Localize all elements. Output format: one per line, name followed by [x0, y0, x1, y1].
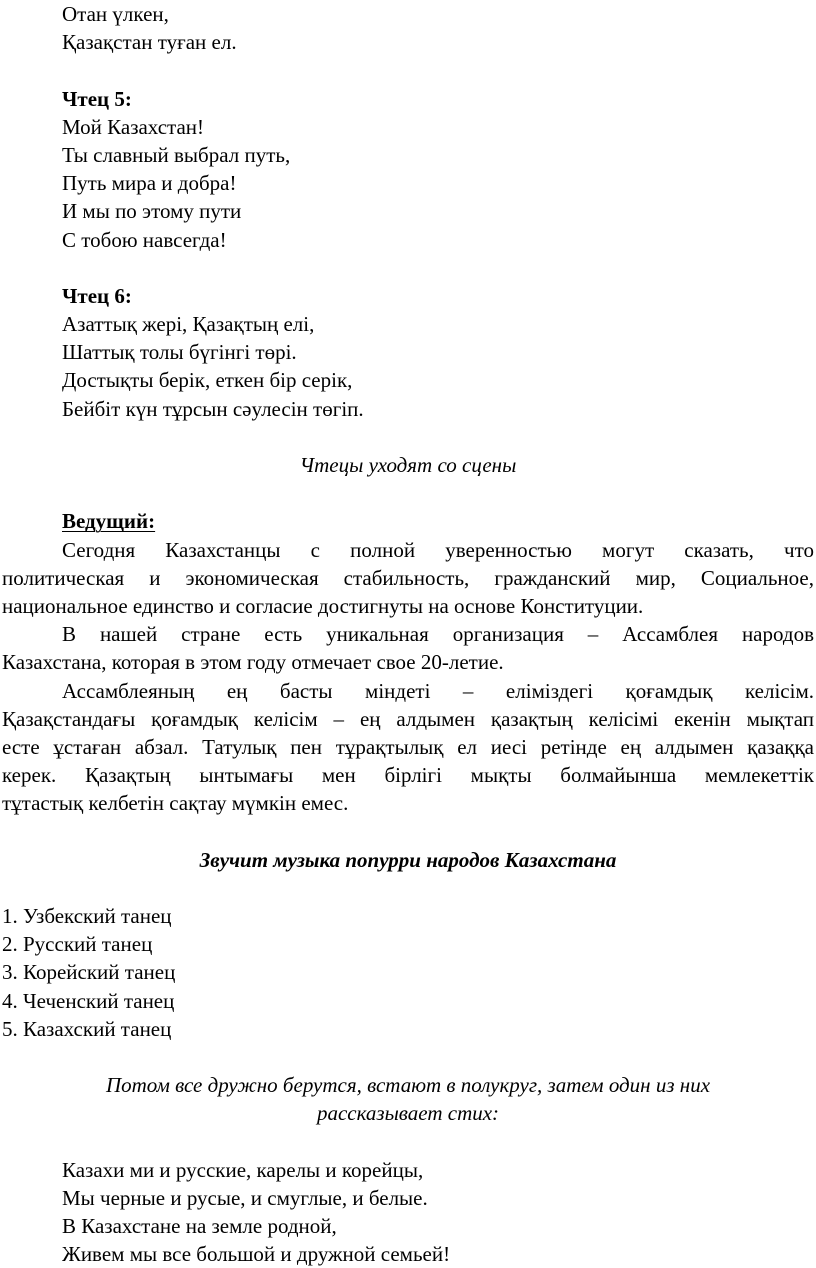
dance-list-item: 4. Чеченский танец — [2, 988, 175, 1013]
paragraph-line: керек. Қазақтың ынтымағы мен бірлігі мықты болмайынша мемлекеттік — [2, 763, 814, 788]
dance-list-item: 2. Русский танец — [2, 932, 153, 957]
poem-line: Живем мы все большой и дружной семьей! — [62, 1242, 451, 1267]
spacer — [2, 1128, 814, 1156]
poem-line: С тобою навсегда! — [62, 227, 227, 252]
spacer — [2, 423, 814, 451]
poem-line: И мы по этому пути — [62, 199, 242, 224]
paragraph-line: Казахстана, которая в этом году отмечает свое 20-летие. — [2, 650, 504, 675]
spacer — [2, 479, 814, 507]
spacer — [2, 254, 814, 282]
host-paragraph-1 — [2, 536, 814, 621]
poem-line: Бейбіт күн тұрсын сәулесін төгіп. — [62, 396, 364, 421]
dance-list-item: 3. Корейский танец — [2, 960, 176, 985]
poem-line: Казахи ми и русские, карелы и корейцы, — [62, 1157, 424, 1182]
paragraph-line: Қазақстандағы қоғамдық келісім – ең алдымен қазақтың келісімі екенін мықтап — [2, 706, 814, 731]
poem-line: Мой Казахстан! — [62, 114, 205, 139]
poem-line: Шаттық толы бүгінгі төрі. — [62, 340, 297, 365]
reader5-label: Чтец 5: — [62, 86, 132, 111]
poem-line: Отан үлкен, — [62, 2, 169, 26]
paragraph-line: политическая и экономическая стабильность, гражданский мир, Социальное, — [2, 565, 814, 590]
stage-direction-music: Звучит музыка попурри народов Казахстана — [199, 847, 617, 872]
poem-line: Азаттық жері, Қазақтың елі, — [62, 312, 315, 337]
host-paragraph-2 — [2, 620, 814, 676]
stage-direction-line: рассказывает стих: — [316, 1101, 500, 1126]
spacer — [2, 1043, 814, 1071]
spacer — [2, 56, 814, 84]
dance-list-item: 1. Узбекский танец — [2, 904, 172, 928]
paragraph-line: есте ұстаған абзал. Татулық пен тұрақтылық ел иесі ретінде ең алдымен қазаққа — [2, 734, 814, 759]
paragraph-line: национальное единство и согласие достигнуты на основе Конституции. — [2, 593, 644, 618]
paragraph-line: В нашей стране есть уникальная организация – Ассамблея народов — [62, 622, 814, 647]
poem-line: В Казахстане на земле родной, — [62, 1214, 337, 1239]
dance-list-item: 5. Казахский танец — [2, 1016, 172, 1041]
reader6-label: Чтец 6: — [62, 283, 132, 308]
document-page — [2, 0, 814, 1268]
host-label: Ведущий: — [62, 509, 156, 534]
stage-direction-line: Потом все дружно берутся, встают в полукруг, затем один из них — [105, 1073, 711, 1098]
spacer — [2, 817, 814, 845]
paragraph-line: тұтастық келбетін сақтау мүмкін емес. — [2, 791, 349, 816]
stage-direction: Чтецы уходят со сцены — [299, 453, 517, 477]
host-paragraph-3 — [2, 677, 814, 818]
poem-line: Путь мира и добра! — [62, 171, 237, 196]
poem-line: Ты славный выбрал путь, — [62, 142, 291, 167]
poem-line: Мы черные и русые, и смуглые, и белые. — [62, 1185, 428, 1210]
stage-direction-circle — [2, 1071, 814, 1127]
poem-line: Қазақстан туған ел. — [62, 30, 237, 55]
spacer — [2, 874, 814, 902]
poem-line: Достықты берік, еткен бір серік, — [62, 368, 353, 393]
paragraph-line: Ассамблеяның ең басты міндеті – еліміздегі қоғамдық келісім. — [62, 678, 814, 703]
paragraph-line: Сегодня Казахстанцы с полной уверенностью могут сказать, что — [62, 537, 814, 562]
